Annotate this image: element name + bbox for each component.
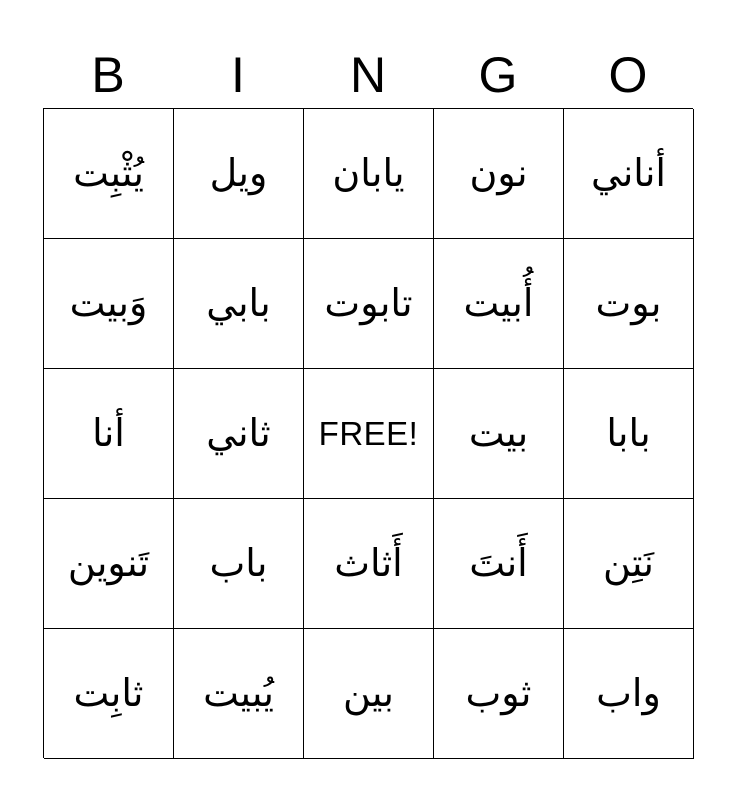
cell-word: تابوت (324, 280, 413, 325)
bingo-cell[interactable] (434, 369, 564, 499)
bingo-cell[interactable] (174, 109, 304, 239)
bingo-cell[interactable] (44, 109, 174, 239)
cell-word: باب (209, 540, 268, 585)
cell-word: أَثاث (334, 540, 403, 585)
bingo-cell[interactable] (304, 499, 434, 629)
bingo-cell[interactable] (564, 369, 694, 499)
bingo-cell[interactable] (434, 239, 564, 369)
header-letter-n: N (349, 47, 387, 103)
bingo-cell[interactable] (304, 239, 434, 369)
bingo-cell[interactable] (304, 109, 434, 239)
cell-word: ثابِت (73, 670, 144, 715)
bingo-cell[interactable] (44, 369, 174, 499)
bingo-cell[interactable] (44, 239, 174, 369)
cell-word: أَنتَ (469, 540, 528, 585)
cell-word: بوت (595, 280, 662, 325)
cell-word: بين (343, 670, 394, 715)
bingo-cell[interactable] (564, 499, 694, 629)
bingo-header (43, 42, 693, 108)
cell-word: ثوب (465, 670, 532, 715)
cell-word: بابا (606, 410, 651, 455)
header-letter-i: I (231, 47, 245, 103)
bingo-card-grid (43, 108, 693, 758)
cell-word: يابان (332, 150, 405, 195)
bingo-cell[interactable] (304, 629, 434, 759)
header-letter-g: G (478, 47, 518, 103)
bingo-cell[interactable] (564, 629, 694, 759)
cell-word: أُبيت (463, 280, 534, 325)
header-letter-o: O (608, 47, 648, 103)
bingo-cell[interactable] (174, 499, 304, 629)
bingo-cell[interactable] (434, 629, 564, 759)
cell-word: واب (596, 670, 661, 715)
cell-word: ثاني (206, 410, 271, 455)
cell-word: بابي (206, 280, 271, 325)
cell-word: يُبيت (203, 670, 274, 715)
bingo-cell[interactable] (564, 239, 694, 369)
bingo-cell[interactable] (174, 629, 304, 759)
header-letter-b: B (91, 47, 125, 103)
bingo-cell[interactable] (44, 499, 174, 629)
cell-word: تَنوين (67, 540, 150, 585)
cell-word: وَبيت (69, 280, 148, 325)
bingo-cell[interactable] (564, 109, 694, 239)
cell-word: بيت (468, 410, 529, 455)
cell-word: نون (469, 150, 528, 195)
cell-word: أناني (591, 150, 666, 195)
bingo-cell[interactable] (434, 109, 564, 239)
cell-word: أنا (92, 410, 125, 455)
bingo-cell[interactable] (174, 239, 304, 369)
cell-word: ويل (209, 150, 268, 195)
bingo-cell[interactable] (434, 499, 564, 629)
free-space-label: FREE! (318, 414, 419, 452)
cell-word: نَتِن (603, 540, 654, 585)
cell-word: يُثْبِت (73, 150, 144, 195)
bingo-cell[interactable] (174, 369, 304, 499)
bingo-cell[interactable] (44, 629, 174, 759)
free-space-cell[interactable] (304, 369, 434, 499)
